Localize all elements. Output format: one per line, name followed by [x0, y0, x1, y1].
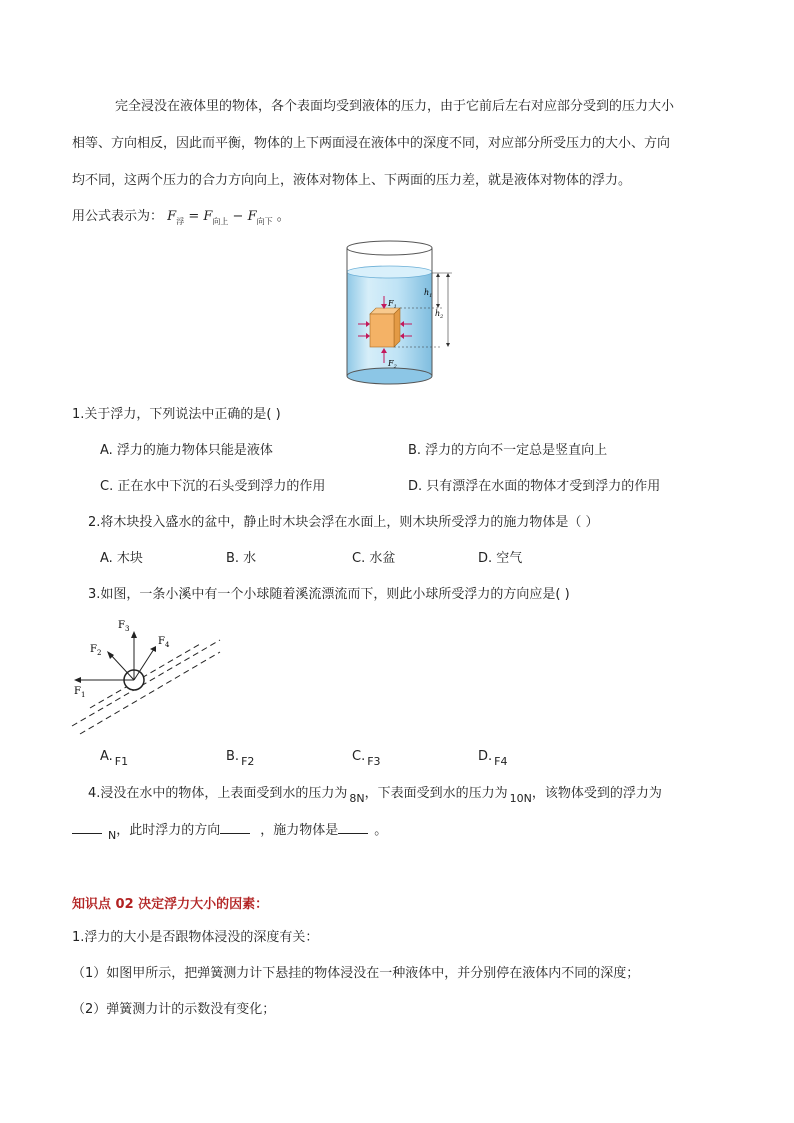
q4-part3: ，该物体受到的浮力为	[531, 786, 662, 801]
cylinder-bottom	[347, 368, 432, 384]
q3-option-c[interactable]	[352, 748, 381, 766]
q4-part1: 4.浸没在水中的物体，上表面受到水的压力为	[88, 786, 348, 801]
q4-part2: ，下表面受到水的压力为	[364, 786, 508, 801]
q1-option-a[interactable]: A. 浮力的施力物体只能是液体	[100, 443, 273, 458]
arrow-F3-head	[131, 631, 137, 638]
formula-f3: F	[247, 209, 257, 224]
formula-f2: F	[203, 209, 213, 224]
q2-option-d[interactable]: D. 空气	[478, 551, 523, 566]
q3-option-d-value: F4	[494, 755, 508, 768]
label-h2-sub: 2	[440, 314, 444, 320]
q2-option-b[interactable]: B. 水	[226, 551, 257, 566]
q3-option-c-label: C.	[352, 749, 366, 764]
immersed-block-figure	[330, 238, 470, 393]
buoyancy-formula	[167, 209, 277, 224]
label-F1-stream-sub: 1	[80, 691, 86, 699]
formula-line	[72, 208, 290, 227]
formula-sub-down: 向下	[256, 217, 273, 226]
q3-option-b[interactable]	[226, 748, 254, 766]
h2-arrow-bottom	[446, 343, 450, 347]
block-side	[394, 308, 400, 347]
water-surface	[347, 266, 432, 278]
intro-line-1: 完全浸没在液体里的物体，各个表面均受到液体的压力，由于它前后左右对应部分受到的压力大小	[115, 99, 675, 114]
q3-option-a-label: A.	[100, 749, 113, 764]
h1-arrow-top	[436, 273, 440, 277]
label-F3: $F_3$	[118, 620, 130, 633]
intro-line-3: 均不同，这两个压力的合力方向向上，液体对物体上、下两面的压力差，就是液体对物体的浮力。	[72, 173, 632, 188]
label-F2-stream: $F_2$	[90, 644, 102, 657]
q3-option-c-value: F3	[367, 755, 381, 768]
q2-stem: 2.将木块投入盛水的盆中，静止时木块会浮在水面上，则木块所受浮力的施力物体是（ ）	[88, 515, 599, 530]
q4-blank-direction[interactable]	[220, 821, 250, 834]
q3-option-b-label: B.	[226, 749, 240, 764]
stream-line-2	[80, 652, 220, 734]
label-F4: $F_4$	[158, 636, 170, 649]
q4-part4: ，此时浮力的方向	[116, 823, 221, 838]
label-F2-stream-sub: 2	[96, 649, 102, 657]
h1-arrow-bottom	[436, 304, 440, 308]
label-F3-sub: 3	[124, 625, 130, 633]
q4-line-1	[88, 785, 662, 803]
q4-value-top-force: 8N	[349, 792, 365, 805]
stream-ball-figure	[70, 612, 230, 740]
section2-heading: 知识点 02 决定浮力大小的因素：	[72, 897, 269, 912]
arrow-F4	[134, 649, 154, 680]
q1-option-d[interactable]: D. 只有漂浮在水面的物体才受到浮力的作用	[408, 479, 661, 494]
label-F2-sub: 2	[393, 364, 397, 370]
section2-line-2: （1）如图甲所示，把弹簧测力计下悬挂的物体浸没在一种液体中，并分别停在液体内不同的深度；	[72, 966, 640, 981]
formula-eq: =	[184, 209, 204, 224]
formula-sub-buoy: 浮	[176, 217, 185, 226]
q4-unit: N	[108, 829, 117, 842]
q4-blank-buoyancy[interactable]	[72, 821, 102, 834]
formula-prefix: 用公式表示为：	[72, 209, 164, 224]
formula-f: F	[167, 209, 177, 224]
formula-sub-up: 向上	[212, 217, 229, 226]
q1-option-b[interactable]: B. 浮力的方向不一定总是竖直向上	[408, 443, 608, 458]
q4-value-bottom-force: 10N	[509, 792, 532, 805]
stream-line-3	[90, 644, 200, 708]
q3-option-a-value: F1	[114, 755, 129, 768]
q3-option-d[interactable]	[478, 748, 507, 766]
arrow-F2	[110, 654, 134, 680]
arrow-F1-head	[74, 677, 81, 683]
q4-blank-source[interactable]	[338, 821, 368, 834]
label-h1: $h_1$	[424, 288, 433, 299]
section2-line-1: 1.浮力的大小是否跟物体浸没的深度有关：	[72, 930, 319, 945]
q3-stem: 3.如图，一条小溪中有一个小球随着溪流漂流而下，则此小球所受浮力的方向应是( )	[88, 587, 570, 602]
section2-line-3: （2）弹簧测力计的示数没有变化；	[72, 1002, 276, 1017]
label-h1-sub: 1	[429, 293, 433, 299]
q1-option-c[interactable]: C. 正在水中下沉的石头受到浮力的作用	[100, 479, 326, 494]
q3-option-b-value: F2	[241, 755, 255, 768]
cylinder-rim	[347, 241, 432, 255]
label-F1-sub: 1	[393, 304, 397, 310]
q4-end: 。	[374, 823, 388, 838]
label-F4-sub: 4	[164, 641, 170, 649]
block-front	[370, 314, 394, 347]
label-F2: $F_2$	[388, 359, 397, 370]
q4-line-2	[72, 821, 387, 840]
q4-part5: ，施力物体是	[260, 823, 339, 838]
q2-option-c[interactable]: C. 水盆	[352, 551, 396, 566]
formula-minus: −	[228, 209, 248, 224]
q3-option-a[interactable]	[100, 748, 128, 766]
q2-option-a[interactable]: A. 木块	[100, 551, 143, 566]
h2-arrow-top	[446, 273, 450, 277]
q1-stem: 1.关于浮力，下列说法中正确的是( )	[72, 407, 281, 422]
q3-option-d-label: D.	[478, 749, 493, 764]
formula-end: 。	[276, 209, 290, 224]
label-F1: $F_1$	[388, 299, 397, 310]
intro-line-2: 相等、方向相反，因此而平衡，物体的上下两面浸在液体中的深度不同，对应部分所受压力的大小、方向	[72, 136, 671, 151]
label-h2: $h_2$	[435, 309, 444, 320]
label-F1-stream: $F_1$	[74, 686, 86, 699]
